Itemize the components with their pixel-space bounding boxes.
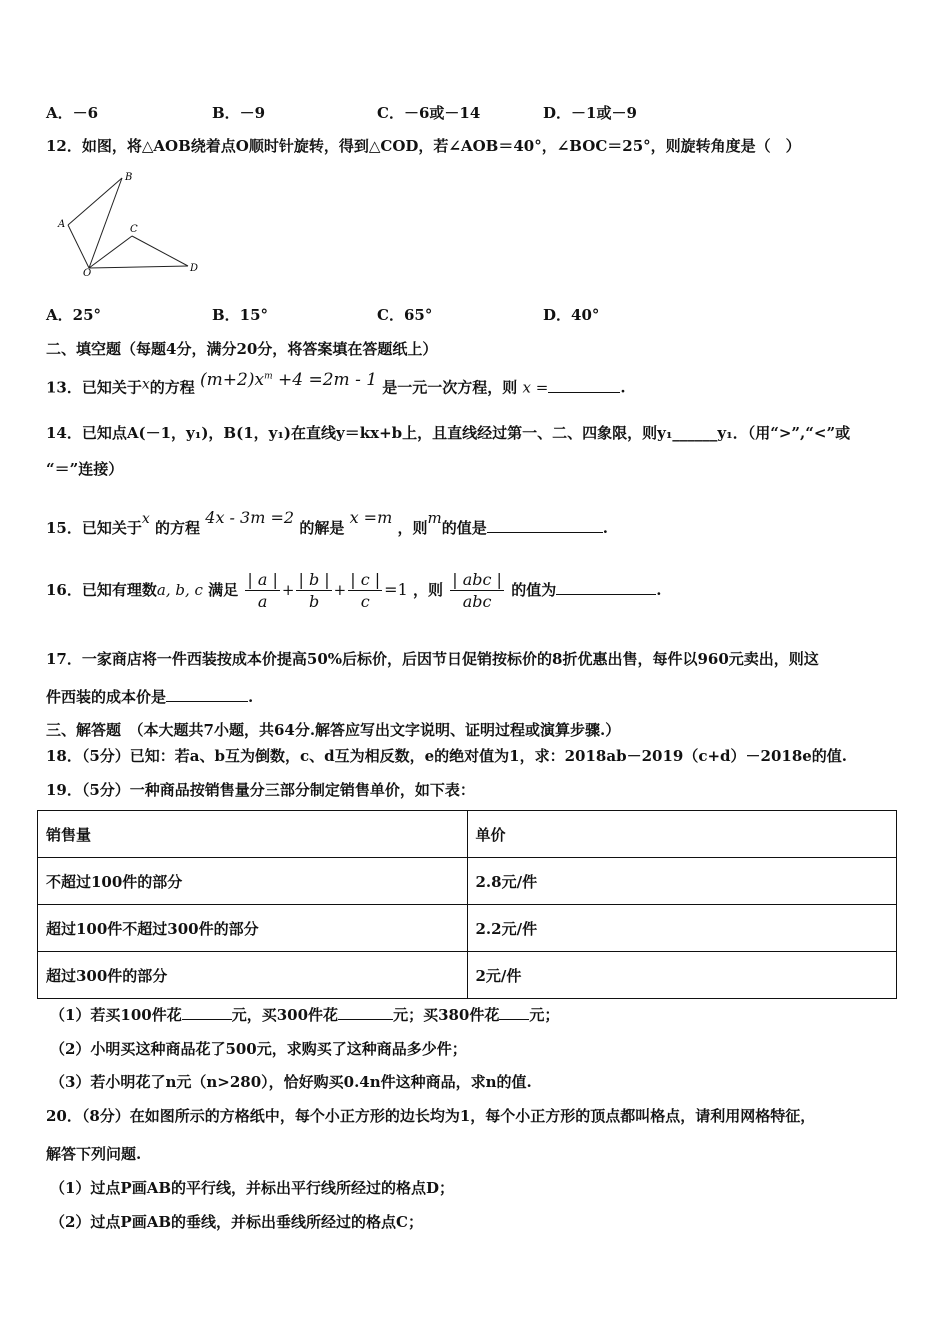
q16-f1-num: | a |: [247, 569, 278, 589]
table-cell: 2.8元/件: [467, 858, 897, 905]
table-row: [38, 905, 897, 952]
q17-line2-text: 件西装的成本价是: [46, 688, 167, 706]
q16-line: [46, 565, 661, 615]
price-table: [37, 810, 897, 999]
q15-var: x: [141, 511, 150, 527]
q16-f4-num: | abc |: [452, 569, 502, 589]
segment-od: [89, 266, 188, 268]
segment-ob: [89, 178, 122, 268]
q11-option-a: A．－6: [46, 104, 99, 122]
q15-mid1: 的方程: [155, 519, 201, 537]
q19-part3: （3）若小明花了n元（n>280），恰好购买0.4n件这种商品，求n的值.: [50, 1073, 532, 1091]
label-d: D: [190, 263, 199, 274]
q16-end: .: [656, 581, 662, 599]
q16-f1-den: a: [257, 591, 268, 611]
q16-mid2: ，则: [413, 581, 444, 599]
q20-part1: （1）过点P画AB的平行线，并标出平行线所经过的格点D；: [50, 1179, 455, 1197]
q11-option-c: C．－6或－14: [377, 104, 481, 122]
table-cell: 单价: [467, 811, 897, 858]
table-row: [38, 858, 897, 905]
q15-prefix: 15．已知关于: [46, 519, 142, 537]
q19-part2: （2）小明买这种商品花了500元，求购买了这种商品多少件；: [50, 1040, 467, 1058]
q12-text: 12．如图，将△AOB绕着点O顺时针旋转，得到△COD，若∠AOB＝40°，∠BOC＝25°，则旋转角度是（ ）: [46, 137, 801, 155]
q16-mid: 满足: [208, 581, 239, 599]
q13-line: [46, 369, 626, 398]
label-o: O: [83, 268, 92, 279]
q16-vars: a, b, c: [156, 581, 203, 599]
q15-solution: x =m: [349, 508, 393, 527]
q13-equation: [200, 370, 377, 390]
q15-answer-blank[interactable]: [487, 518, 603, 533]
segment-oc: [89, 236, 132, 268]
table-cell: 销售量: [38, 811, 468, 858]
table-row: [38, 811, 897, 858]
q13-exponent: m: [264, 371, 273, 381]
q16-fraction-b: [296, 570, 331, 613]
q19-blank-2[interactable]: [338, 1005, 393, 1020]
q17-line1: 17．一家商店将一件西装按成本价提高50%后标价，后因节日促销按标价的8折优惠出售，每件以960元卖出，则这: [46, 650, 819, 668]
q19-part1: [50, 1005, 559, 1025]
q15-line: [46, 508, 608, 539]
q17-end: .: [248, 688, 254, 706]
q16-plus-1: +: [281, 581, 295, 599]
q12-option-a: A．25°: [46, 306, 102, 324]
q15-end: .: [602, 519, 608, 537]
q13-eq-right: +4 =2m - 1: [278, 369, 378, 390]
q19-p1-d: 元；: [529, 1006, 560, 1024]
table-cell: 超过100件不超过300件的部分: [38, 905, 468, 952]
label-b: B: [125, 172, 133, 183]
q16-fraction-abc: [450, 570, 504, 613]
q16-f2-den: b: [308, 591, 320, 611]
segment-cd: [132, 236, 188, 266]
q19-p1-a: （1）若买100件花: [50, 1006, 182, 1024]
q19-intro: 19．（5分）一种商品按销售量分三部分制定销售单价，如下表：: [46, 781, 475, 799]
q19-p1-b: 元，买300件花: [231, 1006, 339, 1024]
q17-answer-blank[interactable]: [166, 687, 248, 702]
q20-part2: （2）过点P画AB的垂线，并标出垂线所经过的格点C；: [50, 1213, 423, 1231]
q16-f4-den: abc: [462, 591, 492, 611]
q20-line1: 20．（8分）在如图所示的方格纸中，每个小正方形的边长均为1，每个小正方形的顶点都叫格点，请利用网格特征，: [46, 1107, 816, 1125]
q15-equation: 4x - 3m =2: [205, 508, 295, 527]
q13-end: .: [620, 378, 626, 397]
q16-f3-num: | c |: [350, 569, 381, 589]
q16-fraction-c: [348, 570, 382, 613]
q13-answer-var: x =: [522, 378, 549, 397]
q13-mid: 的方程: [149, 378, 195, 397]
q16-prefix: 16．已知有理数: [46, 581, 157, 599]
q12-option-d: D．40°: [543, 306, 600, 324]
q19-blank-1[interactable]: [182, 1005, 232, 1020]
table-row: [38, 952, 897, 999]
q19-p1-c: 元；买380件花: [393, 1006, 500, 1024]
section-2-heading: 二、填空题（每题4分，满分20分，将答案填在答题纸上）: [46, 340, 438, 358]
q15-mid2: 的解是: [299, 519, 345, 537]
label-c: C: [130, 224, 138, 235]
q13-var: x: [141, 376, 150, 393]
q16-eq: =1: [384, 580, 408, 599]
segment-oa: [68, 225, 89, 268]
rotation-figure: [52, 170, 212, 280]
section-3-heading: 三、解答题 （本大题共7小题，共64分.解答应写出文字说明、证明过程或演算步骤.）: [46, 721, 621, 739]
q12-option-b: B．15°: [212, 306, 269, 324]
q13-answer-blank[interactable]: [548, 378, 620, 393]
q18-text: 18．（5分）已知：若a、b互为倒数，c、d互为相反数，e的绝对值为1，求：2018ab－2019（c+d）－2018e的值.: [46, 747, 848, 765]
q20-line2: 解答下列问题.: [46, 1145, 142, 1163]
q14-line2: “＝”连接）: [46, 460, 124, 478]
q16-suffix: 的值为: [511, 581, 557, 599]
q16-f3-den: c: [360, 591, 370, 611]
q16-f2-num: | b |: [298, 569, 330, 589]
q19-blank-3[interactable]: [499, 1005, 529, 1020]
q15-var2: m: [427, 509, 442, 527]
table-cell: 2元/件: [467, 952, 897, 999]
q13-prefix: 13．已知关于: [46, 378, 142, 397]
q16-answer-blank[interactable]: [556, 580, 656, 595]
q14-line1: 14．已知点A(－1，y₁)，B(1，y₁)在直线y＝kx+b上，且直线经过第一、二、四象限，则y₁______y₁．（用“>”,“<”或: [46, 424, 851, 442]
q16-plus-2: +: [333, 581, 347, 599]
q13-suffix: 是一元一次方程，则: [382, 378, 518, 397]
q16-fraction-a: [245, 570, 280, 613]
q15-suffix: 的值是: [441, 519, 487, 537]
table-cell: 超过300件的部分: [38, 952, 468, 999]
q11-option-d: D．－1或－9: [543, 104, 637, 122]
label-a: A: [58, 219, 66, 230]
q13-eq-left: (m+2)x: [200, 369, 265, 390]
q11-option-b: B．－9: [212, 104, 266, 122]
q17-line2: [46, 687, 253, 707]
q12-option-c: C．65°: [377, 306, 433, 324]
table-cell: 2.2元/件: [467, 905, 897, 952]
q15-mid3: ，则: [397, 519, 428, 537]
table-cell: 不超过100件的部分: [38, 858, 468, 905]
